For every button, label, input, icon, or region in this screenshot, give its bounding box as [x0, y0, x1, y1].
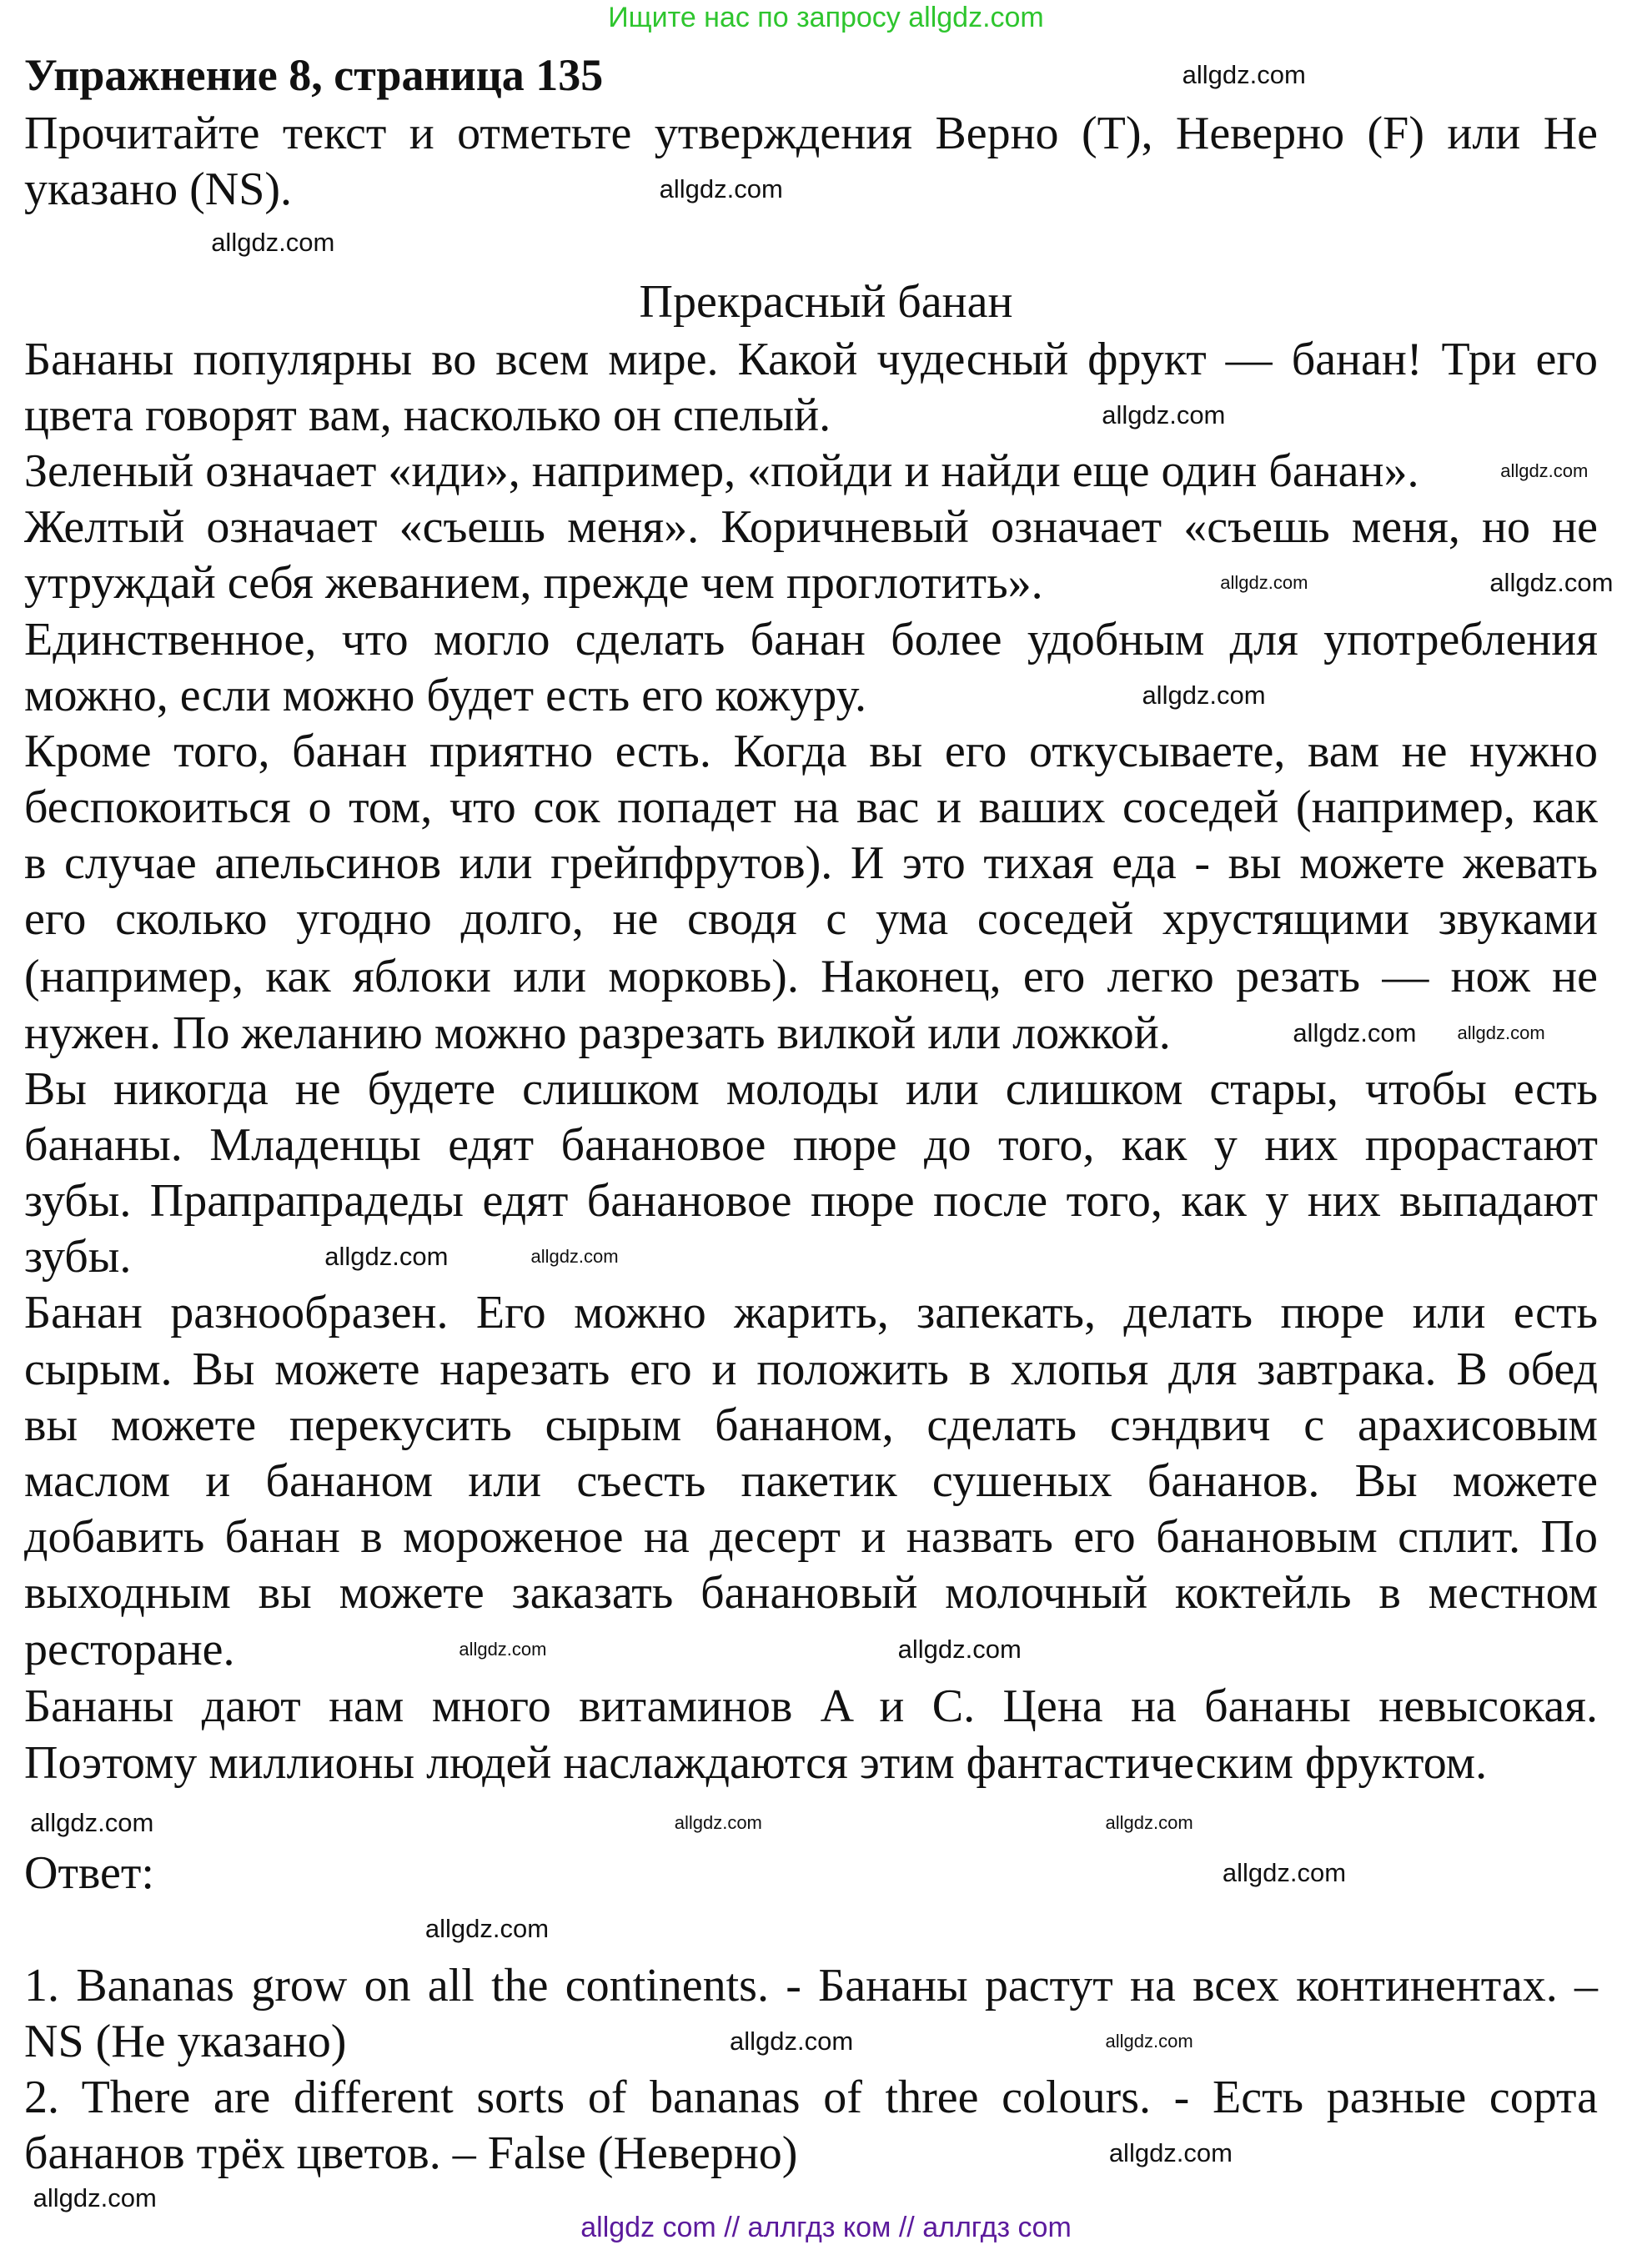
watermark: allgdz.com: [1108, 2138, 1233, 2168]
body-line: сырым. Вы можете нарезать его и положить в хлопья для завтрака. В обед: [24, 1343, 1598, 1395]
watermark: allgdz.com: [1102, 399, 1226, 429]
body-line: Зеленый означает «иди», например, «пойди и найди еще один банан».: [24, 445, 1419, 497]
watermark: allgdz.com: [1105, 1811, 1193, 1833]
answer-line: 1. Bananas grow on all the continents. - Бананы растут на всех континентах. –: [24, 1959, 1598, 2011]
watermark: allgdz.com: [674, 1811, 762, 1833]
watermark: allgdz.com: [897, 1634, 1022, 1664]
footer-banner: allgdz com // аллгдз ком // аллгдз com: [580, 2212, 1072, 2243]
text-heading: Прекрасный банан: [639, 275, 1013, 328]
watermark: allgdz.com: [1293, 1017, 1417, 1047]
body-line: нужен. По желанию можно разрезать вилкой или ложкой.: [24, 1007, 1171, 1059]
body-line: Поэтому миллионы людей наслаждаются этим фантастическим фруктом.: [24, 1736, 1488, 1789]
watermark: allgdz.com: [30, 1807, 154, 1837]
body-line: Бананы популярны во всем мире. Какой чудесный фрукт — банан! Три его: [24, 333, 1598, 385]
body-line: Единственное, что могло сделать банан более удобным для употребления: [24, 613, 1598, 665]
body-line: в случае апельсинов или грейпфрутов). И это тихая еда - вы можете жевать: [24, 837, 1598, 890]
instruction-line: Прочитайте текст и отметьте утверждения Верно (T), Неверно (F) или Не: [24, 108, 1598, 160]
body-line: зубы.: [24, 1231, 132, 1283]
body-line: Кроме того, банан приятно есть. Когда вы его откусываете, вам не нужно: [24, 725, 1598, 777]
body-line: Бананы дают нам много витаминов A и C. Цена на бананы невысокая.: [24, 1680, 1598, 1733]
body-line: маслом и бананом или съесть пакетик сушеных бананов. Вы можете: [24, 1455, 1598, 1507]
watermark: allgdz.com: [1220, 572, 1308, 594]
body-line: бананы. Младенцы едят банановое пюре до того, как у них прорастают: [24, 1118, 1598, 1171]
watermark: allgdz.com: [1222, 1858, 1347, 1888]
body-line: можно, если можно будет есть его кожуру.: [24, 669, 866, 721]
body-line: его сколько угодно долго, не сводя с ума соседей хрустящими звуками: [24, 893, 1598, 946]
watermark: allgdz.com: [1182, 59, 1306, 89]
answer-label: Ответ:: [24, 1847, 154, 1900]
body-line: утруждай себя жеванием, прежде чем проглотить».: [24, 557, 1043, 610]
exercise-title: Упражнение 8, страница 135: [24, 49, 604, 100]
body-line: беспокоиться о том, что сок попадет на вас и ваших соседей (например, как: [24, 781, 1598, 834]
answer-line: бананов трёх цветов. – False (Неверно): [24, 2127, 798, 2180]
watermark: allgdz.com: [324, 1242, 449, 1272]
body-line: ресторане.: [24, 1623, 235, 1675]
watermark: allgdz.com: [659, 174, 783, 204]
watermark: allgdz.com: [459, 1638, 547, 1660]
body-line: цвета говорят вам, насколько он спелый.: [24, 389, 831, 441]
answer-line: NS (Не указано): [24, 2015, 347, 2067]
body-line: Вы никогда не будете слишком молоды или слишком стары, чтобы есть: [24, 1062, 1598, 1115]
instruction-line: указано (NS).: [24, 163, 293, 216]
watermark: allgdz.com: [1500, 460, 1589, 481]
watermark: allgdz.com: [1457, 1022, 1545, 1043]
watermark: allgdz.com: [730, 2026, 854, 2056]
body-line: Банан разнообразен. Его можно жарить, запекать, делать пюре или есть: [24, 1287, 1598, 1339]
watermark: allgdz.com: [1489, 568, 1614, 598]
watermark: allgdz.com: [211, 228, 335, 258]
watermark: allgdz.com: [33, 2182, 157, 2212]
watermark: allgdz.com: [1142, 680, 1266, 710]
watermark: allgdz.com: [424, 1914, 550, 1944]
body-line: вы можете перекусить сырым бананом, сделать сэндвич с арахисовым: [24, 1399, 1598, 1451]
body-line: Желтый означает «съешь меня». Коричневый означает «съешь меня, но не: [24, 501, 1598, 554]
answer-line: 2. There are different sorts of bananas of three colours. - Есть разные сорта: [24, 2071, 1598, 2123]
body-line: добавить банан в мороженое на десерт и назвать его банановым сплит. По: [24, 1511, 1598, 1564]
watermark: allgdz.com: [1105, 2030, 1193, 2052]
watermark: allgdz.com: [530, 1246, 619, 1268]
body-line: (например, как яблоки или морковь). Наконец, его легко резать — нож не: [24, 951, 1598, 1003]
body-line: зубы. Прапрапрадеды едят банановое пюре после того, как у них выпадают: [24, 1175, 1598, 1228]
body-line: выходным вы можете заказать банановый молочный коктейль в местном: [24, 1567, 1598, 1620]
search-banner: Ищите нас по запросу allgdz.com: [608, 2, 1044, 33]
